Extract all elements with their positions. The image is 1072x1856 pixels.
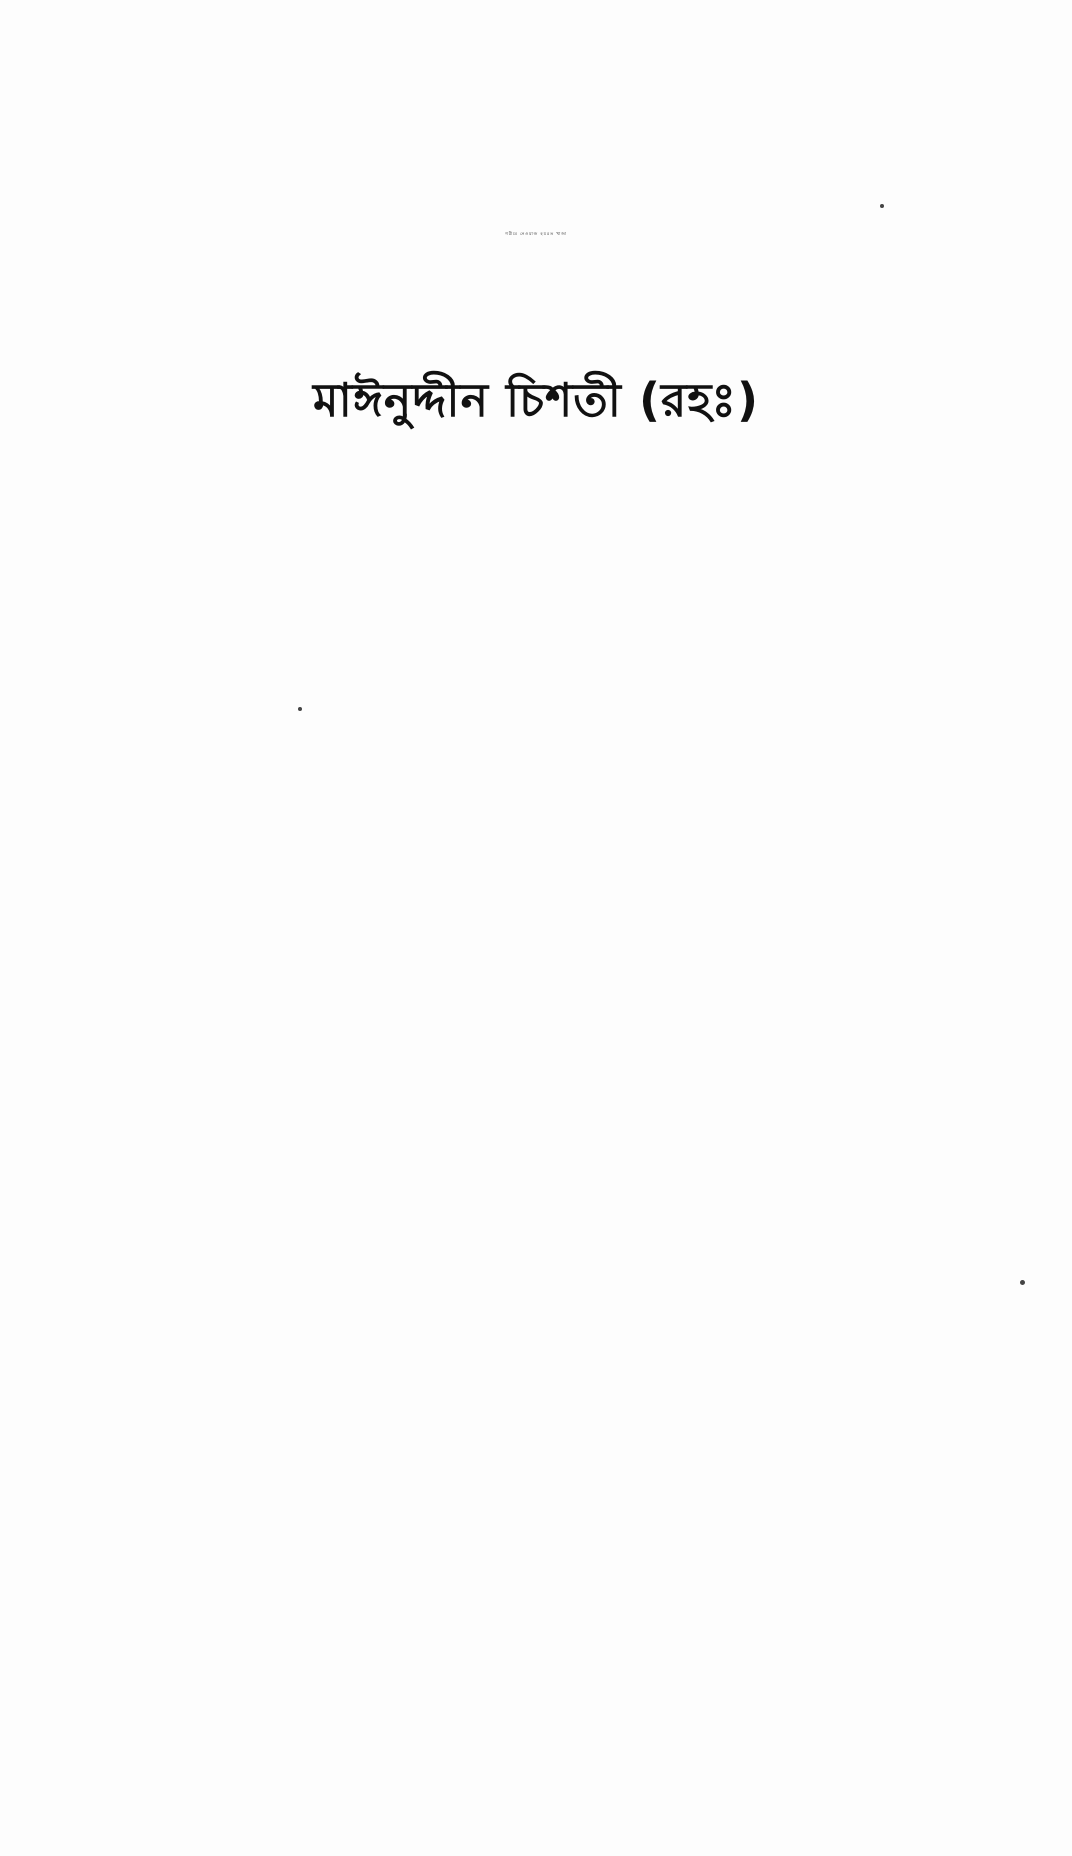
- print-speck: [298, 707, 302, 711]
- book-supertitle: গরীবে নেওয়াজ হযরত খাজা: [505, 231, 567, 236]
- print-speck: [880, 204, 884, 208]
- print-speck: [1020, 1280, 1025, 1285]
- book-title: মাঈনুদ্দীন চিশতী (রহঃ): [313, 373, 759, 427]
